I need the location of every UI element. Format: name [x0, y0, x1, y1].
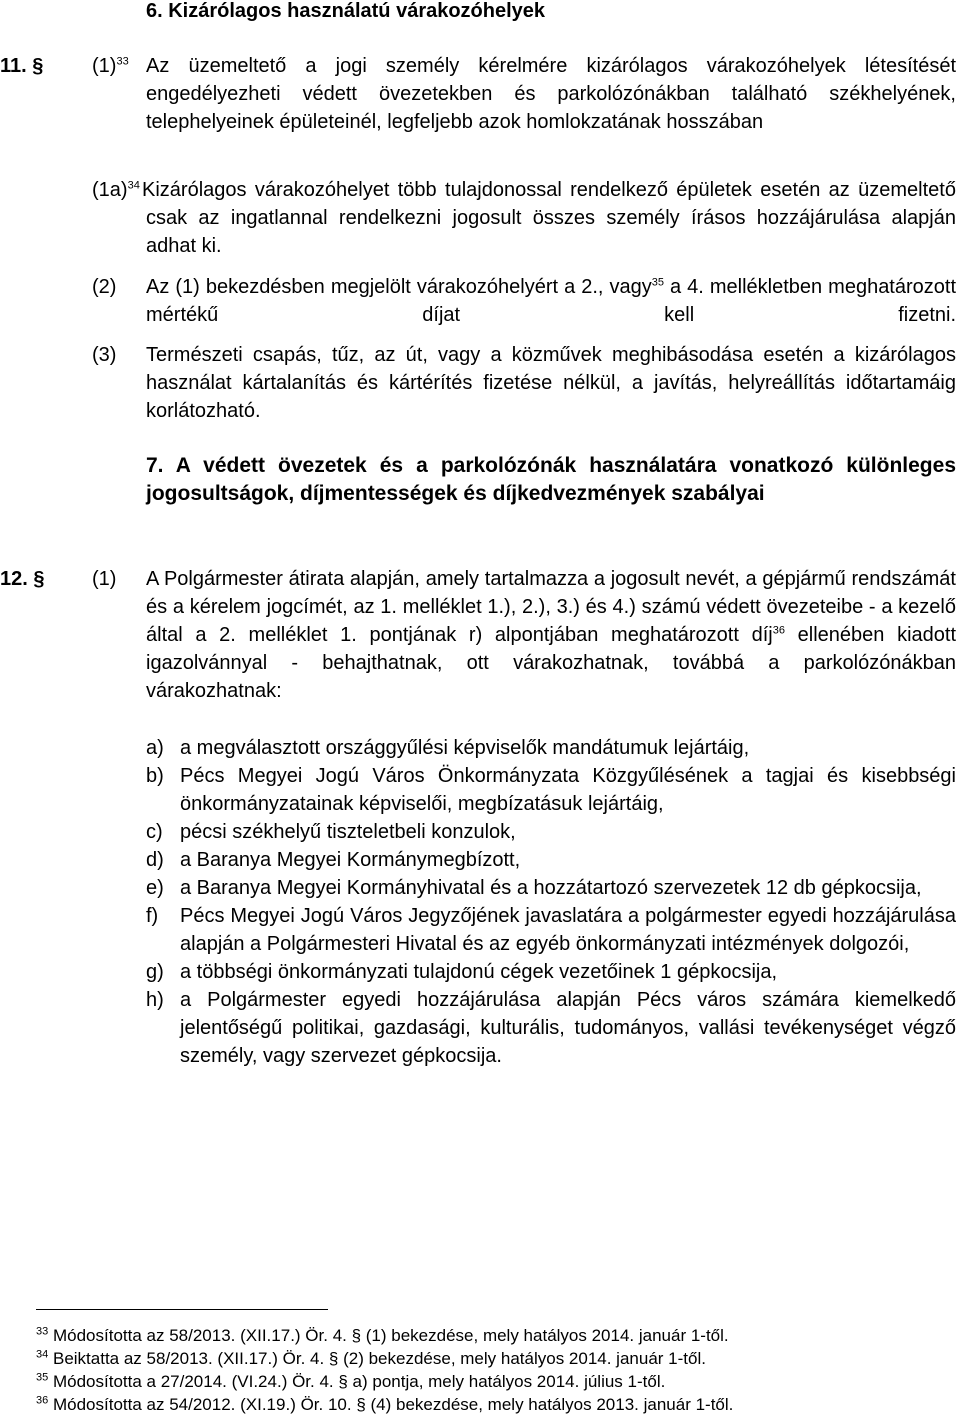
- footnote-separator: [36, 1309, 328, 1310]
- para-11-1a-num: $(1a)^{34}$: [92, 179, 140, 201]
- list-item: b) Pécs Megyei Jogú Város Önkormányzata Közgyűlésének a tagjai és kisebbségi önkormányzatainak képviselői, megbízatásuk lejártáig,: [146, 765, 956, 815]
- para-11-2-num: (2): [92, 276, 117, 298]
- para-11-3-num: (3): [92, 344, 117, 366]
- footnote: $^{36}$ Módosította az 54/2012. (XI.19.) Ör. 10. § (4) bekezdése, mely hatályos 2013. január 1-től.: [36, 1394, 734, 1414]
- list-item: a) a megválasztott országgyűlési képviselők mandátumuk lejártáig,: [146, 737, 750, 759]
- list-item: c) pécsi székhelyű tiszteletbeli konzulok,: [146, 821, 516, 843]
- para-12-number: 12. §: [0, 568, 45, 590]
- para-11-1-num: $(1)^{33}$: [92, 55, 129, 77]
- list-item: g) a többségi önkormányzati tulajdonú cégek vezetőinek 1 gépkocsija,: [146, 961, 778, 983]
- footnotes: [36, 1324, 936, 1416]
- list-item: e) a Baranya Megyei Kormányhivatal és a hozzátartozó szervezetek 12 db gépkocsija,: [146, 877, 922, 899]
- footnote-ref-36: 36: [772, 624, 785, 637]
- para-12-1-text: A Polgármester átirata alapján, amely tartalmazza a jogosult nevét, a gépjármű rendszámát és a kérelem jogcímét, az 1. melléklet 1.), 2.), 3.) és 4.) számú védett övezeteibe - a kezelő által a 2. melléklet 1. pontjának r) alpontjában meghatározott díj$^{36}$ ellenében kiadott igazolvánnyal - behajthatnak, ott várakozhatnak, továbbá a parkolózónákban várakozhatnak:: [146, 568, 956, 702]
- footnote: $^{34}$ Beiktatta az 58/2013. (XII.17.) Ör. 4. § (2) bekezdése, mely hatályos 2014. január 1-től.: [36, 1348, 706, 1368]
- para-11-2-text-b: a 4. mellékletben meghatározott mértékű díjat kell fizetni.: [146, 276, 957, 326]
- footnote-ref-33: 33: [116, 55, 129, 68]
- section-7-title: 7. A védett övezetek és a parkolózónák használatára vonatkozó különleges jogosultságok, díjmentességek és díjkedvezmények szabályai: [146, 454, 956, 505]
- footnote-ref-35: 35: [651, 276, 664, 289]
- para-11-number: 11. §: [0, 55, 44, 77]
- para-11-3-text: Természeti csapás, tűz, az út, vagy a közművek meghibásodása esetén a kizárólagos használat kártalanítás és kártérítés fizetése nélkül, a javítás, helyreállítás időtartamáig korlátozható.: [146, 344, 956, 422]
- para-11-1-text: Az üzemeltető a jogi személy kérelmére kizárólagos várakozóhelyek létesítését engedélyezheti védett övezetekben és parkolózónákban található székhelyének, telephelyeinek épületeinél, legfeljebb azok homlokzatának hosszában: [146, 55, 956, 133]
- footnote: $^{35}$ Módosította a 27/2014. (VI.24.) Ör. 4. § a) pontja, mely hatályos 2014. július 1-től.: [36, 1371, 666, 1391]
- list-item: d) a Baranya Megyei Kormánymegbízott,: [146, 849, 521, 871]
- footnote: $^{33}$ Módosította az 58/2013. (XII.17.) Ör. 4. § (1) bekezdése, mely hatályos 2014. január 1-től.: [36, 1325, 729, 1345]
- para-12-1-num: (1): [92, 568, 117, 590]
- list-item: h) a Polgármester egyedi hozzájárulása alapján Pécs város számára kiemelkedő jelentőségű politikai, gazdasági, kulturális, tudományos, vallási tevékenységet végző személy, vagy szervezet gépkocsija.: [146, 989, 956, 1067]
- list-item: f) Pécs Megyei Jogú Város Jegyzőjének javaslatára a polgármester egyedi hozzájárulása alapján a Polgármesteri Hivatal és az egyéb önkormányzati intézmények dolgozói,: [146, 905, 956, 955]
- para-11-1a-text: Kizárólagos várakozóhelyet több tulajdonossal rendelkező épületek esetén az üzemeltető csak az ingatlannal rendelkezni jogosult összes személy írásos hozzájárulása alapján adhat ki.: [142, 179, 956, 257]
- section-6-title: 6. Kizárólagos használatú várakozóhelyek: [146, 0, 546, 22]
- entitled-list: [146, 734, 956, 1070]
- footnote-ref-34: 34: [127, 179, 140, 192]
- para-11-2-text: Az (1) bekezdésben megjelölt várakozóhelyért a 2., vagy$^{35}$ a 4. mellékletben meghatározott mértékű díjat kell fizetni.: [146, 276, 957, 326]
